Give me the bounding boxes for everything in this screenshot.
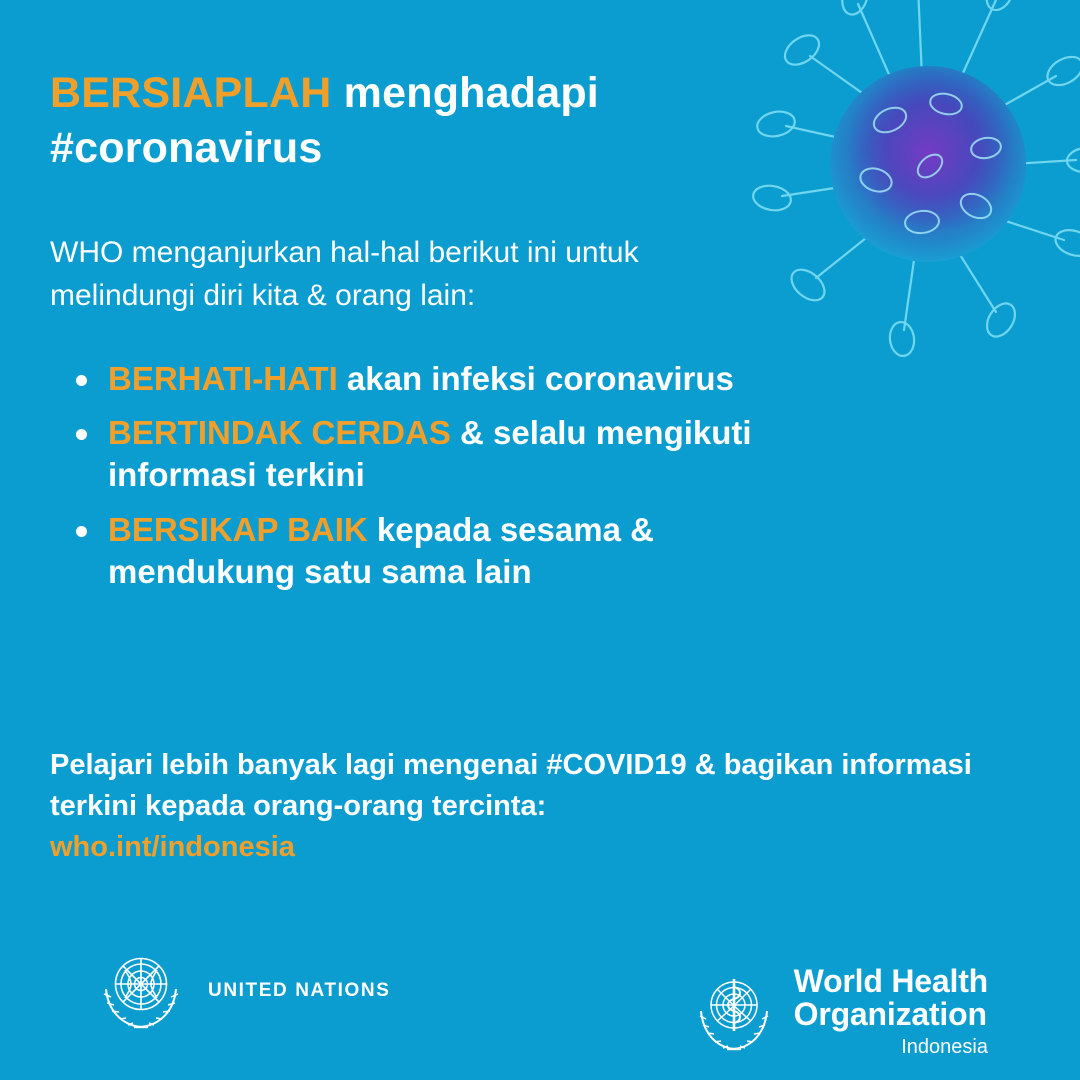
list-item bbox=[60, 509, 840, 593]
list-item-text: kepada sesama & mendukung satu sama lain bbox=[108, 510, 654, 590]
advice-list bbox=[60, 358, 840, 605]
headline-highlight: BERSIAPLAH bbox=[50, 69, 332, 117]
who-indonesia-link[interactable]: who.int/indonesia bbox=[50, 831, 295, 864]
coronavirus-illustration bbox=[690, 0, 1080, 390]
list-item-text: & selalu mengikuti informasi terkini bbox=[108, 414, 752, 494]
list-item bbox=[60, 358, 840, 400]
closing-text: Pelajari lebih banyak lagi mengenai #COVID19 & bagikan informasi terkini kepada orang-orang tercinta: bbox=[50, 749, 972, 823]
list-item-highlight: BERSIKAP BAIK bbox=[108, 510, 368, 548]
list-item-text: akan infeksi coronavirus bbox=[337, 360, 734, 397]
list-item bbox=[60, 412, 840, 496]
list-item-highlight: BERHATI-HATI bbox=[108, 360, 338, 397]
united-nations-label: UNITED NATIONS bbox=[208, 979, 391, 1001]
united-nations-emblem-icon bbox=[92, 939, 190, 1042]
who-line-2: Organization bbox=[793, 995, 987, 1032]
list-item-highlight: BERTINDAK CERDAS bbox=[108, 414, 451, 452]
united-nations-logo-group bbox=[92, 939, 391, 1042]
who-wordmark bbox=[794, 965, 988, 1058]
footer bbox=[0, 920, 1080, 1080]
who-emblem-icon bbox=[688, 965, 780, 1062]
closing-message bbox=[50, 745, 1040, 869]
who-line-1: World Health bbox=[793, 963, 988, 999]
subheading-text: WHO menganjurkan hal-hal berikut ini untuk melindungi diri kita & orang lain: bbox=[50, 236, 639, 312]
page-title bbox=[50, 66, 710, 176]
headline-rest: menghadapi #coronavirus bbox=[50, 69, 599, 173]
who-country-label: Indonesia bbox=[901, 1036, 988, 1059]
who-logo-group bbox=[688, 965, 988, 1062]
